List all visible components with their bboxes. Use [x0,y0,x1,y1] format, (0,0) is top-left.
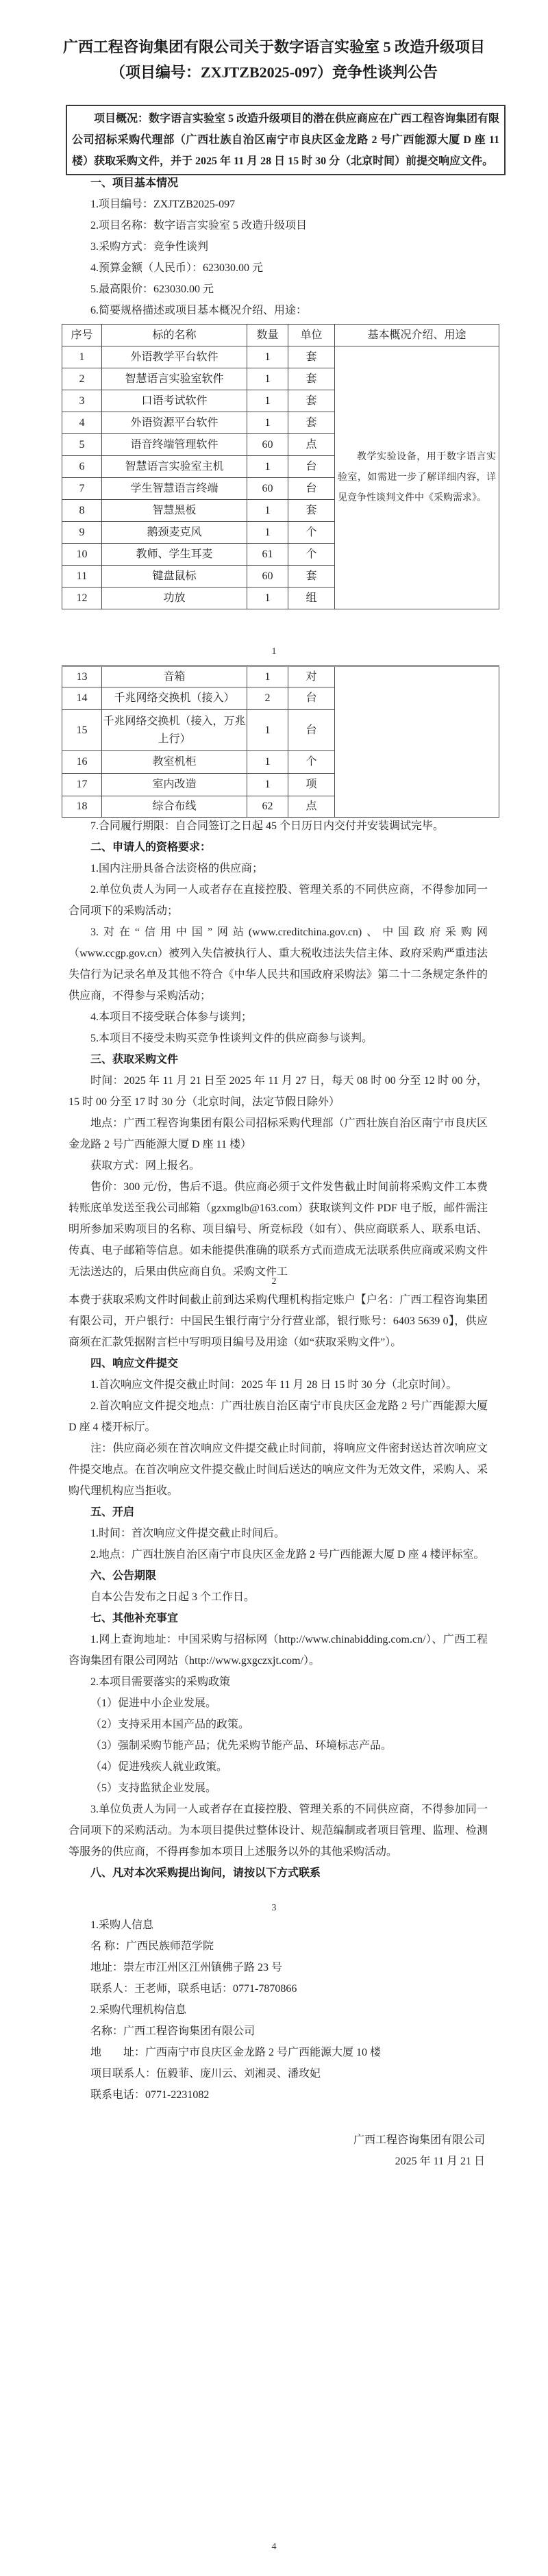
table-cell: 语音终端管理软件 [102,434,247,456]
paragraph: 1.国内注册具备合法资格的供应商； [90,863,264,874]
page1-body [68,173,488,321]
table-header-row [62,325,499,346]
goods-table-part2 [62,665,499,818]
section-heading-7: 七、其他补充事宜 [90,1613,179,1624]
table-cell: 点 [288,434,335,456]
section-heading-2: 二、申请人的资格要求： [90,842,212,853]
signature-block [307,2130,485,2172]
paragraph: 时间：2025 年 11 月 21 日至 2025 年 11 月 27 日，每天 08 时 00 分至 12 时 00 分，15 时 00 分至 17 时 30 分（北京时间，法定节假日除外） [68,1075,488,1108]
project-overview-box [66,105,506,175]
table-cell: 1 [247,666,288,687]
paragraph: （3）强制采购节能产品；优先采购节能产品、环境标志产品。 [90,1740,393,1752]
agency-name: 名称：广西工程咨询集团有限公司 [90,2025,256,2037]
table-cell: 1 [247,774,288,796]
column-header: 标的名称 [102,325,247,346]
table-cell: 6 [62,456,102,478]
table-cell: 60 [247,434,288,456]
table-cell: 9 [62,522,102,544]
table-cell: 1 [247,588,288,609]
section-heading-6: 六、公告期限 [90,1570,157,1582]
paragraph: 2.单位负责人为同一人或者存在直接控股、管理关系的不同供应商，不得参加同一合同项下的采购活动； [68,884,488,917]
table-cell: 3 [62,390,102,412]
purchaser-name: 名 称：广西民族师范学院 [90,1941,214,1952]
agency-address: 地 址：广西南宁市良庆区金龙路 2 号广西能源大厦 10 楼 [90,2047,382,2058]
table-cell: 60 [247,478,288,500]
table-cell: 个 [288,522,335,544]
table-cell: 套 [288,346,335,368]
paragraph: 4.本项目不接受联合体参与谈判； [90,1011,253,1023]
table-cell: 项 [288,774,335,796]
table-cell: 外语资源平台软件 [102,412,247,434]
table-cell: 62 [247,796,288,818]
signature-date: 2025 年 11 月 21 日 [395,2156,485,2167]
table-cell: 1 [247,751,288,774]
column-header: 基本概况介绍、用途 [335,325,499,346]
table-cell: 11 [62,566,102,588]
table-cell: 套 [288,566,335,588]
table-cell: 智慧语言实验室主机 [102,456,247,478]
table-row [62,346,499,368]
table-cell: 5 [62,434,102,456]
section-heading-1: 一、项目基本情况 [90,177,179,189]
table-cell: 1 [247,368,288,390]
table-cell: 台 [288,710,335,751]
table-cell: 1 [247,390,288,412]
table-cell: 台 [288,687,335,710]
paragraph: 1.网上查询地址：中国采购与招标网（http://www.chinabidding.com.cn/）、广西工程咨询集团有限公司网站（http://www.gxgczxjt.com/）。 [68,1634,488,1667]
paragraph: 售价：300 元/份，售后不退。供应商必须于文件发售截止时间前将采购文件工本费转账底单发送至我公司邮箱（gzxmglb@163.com）获取谈判文件 PDF 电子版，邮件需注明所参加采购项目的名称、项目编号、所竞标段（如有）、供应商联系人、联系电话、传真、电子邮箱等信息。如未能提供准确的联系方式而造成无法联系供应商或采购文件无法送达的，后果由供应商自负。采购文件工 [68,1181,488,1278]
table-cell: 功放 [102,588,247,609]
paragraph: 2.项目名称：数字语言实验室 5 改造升级项目 [90,220,308,231]
table-cell: 个 [288,544,335,566]
page-number-3: 3 [271,1903,277,1913]
usage-merged-cell-empty [335,666,499,818]
page3-body [68,1289,488,1884]
usage-merged-cell [335,346,499,609]
table-cell: 15 [62,710,102,751]
paragraph: （2）支持采用本国产品的政策。 [90,1719,250,1730]
signature-company: 广西工程咨询集团有限公司 [353,2134,485,2146]
table-cell: 8 [62,500,102,522]
table-cell: 2 [62,368,102,390]
table-cell: 键盘鼠标 [102,566,247,588]
purchaser-address: 地址：崇左市江州区江州镇佛子路 23 号 [90,1962,283,1973]
table-cell: 14 [62,687,102,710]
section-heading-4: 四、响应文件提交 [90,1358,179,1369]
agency-contacts: 项目联系人：伍毅菲、庞川云、刘湘灵、潘玫妃 [90,2068,321,2080]
purchaser-contact: 联系人：王老师，联系电话：0771-7870866 [90,1983,297,1995]
table-row [62,666,499,687]
table-cell: 教师、学生耳麦 [102,544,247,566]
table-cell: 1 [247,346,288,368]
table-cell: 18 [62,796,102,818]
table-cell: 口语考试软件 [102,390,247,412]
page-number-2: 2 [271,1276,277,1287]
agency-info-heading: 2.采购代理机构信息 [90,2004,187,2016]
section-heading-3: 三、获取采购文件 [90,1054,179,1065]
paragraph: 5.最高限价：623030.00 元 [90,283,214,295]
paragraph: 4.预算金额（人民币）：623030.00 元 [90,262,264,274]
table-cell: 组 [288,588,335,609]
table-cell: 2 [247,687,288,710]
paragraph: 7.合同履行期限：自合同签订之日起 45 个日历日内交付并安装调试完毕。 [90,820,445,832]
table-cell: 套 [288,500,335,522]
paragraph: 地点：广西工程咨询集团有限公司招标采购代理部（广西壮族自治区南宁市良庆区金龙路 2 号广西能源大厦 D 座 11 楼） [68,1117,488,1150]
table-cell: 12 [62,588,102,609]
page-number-4: 4 [271,2542,277,2552]
goods-table-part1 [62,324,499,609]
paragraph: 3.采购方式：竞争性谈判 [90,241,209,253]
document-title [41,34,507,85]
table-cell: 外语教学平台软件 [102,346,247,368]
paragraph: 2.本项目需要落实的采购政策 [90,1676,231,1688]
column-header: 单位 [288,325,335,346]
table-cell: 个 [288,751,335,774]
goods-usage-note: 教学实验设备，用于数字语言实验室，如需进一步了解详细内容，详见竞争性谈判文件中《采购需求》。 [338,451,496,503]
paragraph: 获取方式：网上报名。 [90,1160,201,1172]
table-cell: 台 [288,456,335,478]
section-heading-8: 八、凡对本次采购提出询问，请按以下方式联系 [90,1867,321,1879]
paragraph: （5）支持监狱企业发展。 [90,1782,217,1794]
paragraph: 注：供应商必须在首次响应文件提交截止时间前，将响应文件密封送达首次响应文件提交地点。在首次响应文件提交截止时间后送达的响应文件为无效文件，采购人、采购代理机构应当拒收。 [68,1443,488,1497]
table-cell: 1 [247,456,288,478]
document-title-line1: 广西工程咨询集团有限公司关于数字语言实验室 5 改造升级项目 [62,38,485,55]
paragraph: 5.本项目不接受未购买竞争性谈判文件的供应商参与谈判。 [90,1033,373,1044]
paragraph: 自本公告发布之日起 3 个工作日。 [90,1591,256,1603]
table-cell: 台 [288,478,335,500]
table-cell: 综合布线 [102,796,247,818]
table-cell: 10 [62,544,102,566]
table-cell: 60 [247,566,288,588]
table-cell: 千兆网络交换机（接入，万兆上行） [102,710,247,751]
table-cell: 1 [247,500,288,522]
purchaser-info-heading: 1.采购人信息 [90,1919,154,1931]
table-cell: 智慧黑板 [102,500,247,522]
table-cell: 4 [62,412,102,434]
table-cell: 套 [288,368,335,390]
table-cell: 1 [247,522,288,544]
paragraph: 1.首次响应文件提交截止时间：2025 年 11 月 28 日 15 时 30 分（北京时间）。 [90,1379,458,1391]
table-cell: 17 [62,774,102,796]
table-cell: 学生智慧语言终端 [102,478,247,500]
table-cell: 16 [62,751,102,774]
table-cell: 室内改造 [102,774,247,796]
paragraph: 本费于获取采购文件时间截止前到达采购代理机构指定账户【户名：广西工程咨询集团有限公司，开户银行：中国民生银行南宁分行营业部，银行账号：6403 5639 0】，供应商须在汇款凭据附言栏中写明项目编号及用途（如“获取采购文件”）。 [68,1294,488,1348]
table-cell: 1 [247,412,288,434]
table-cell: 13 [62,666,102,687]
paragraph: 1.项目编号：ZXJTZB2025-097 [90,199,236,210]
table-cell: 千兆网络交换机（接入） [102,687,247,710]
table-cell: 套 [288,412,335,434]
agency-phone: 联系电话：0771-2231082 [90,2089,210,2101]
table-cell: 教室机柜 [102,751,247,774]
table-cell: 1 [247,710,288,751]
table-cell: 61 [247,544,288,566]
table-cell: 1 [62,346,102,368]
paragraph: 3.对在“信用中国”网站(www.creditchina.gov.cn)、中国政府采购网（www.ccgp.gov.cn）被列入失信被执行人、重大税收违法失信主体、政府采购严重违法失信行为记录名单及其他不符合《中华人民共和国政府采购法》第二十二条规定条件的供应商，不得参与采购活动； [68,926,488,1002]
paragraph: 6.简要规格描述或项目基本概况介绍、用途： [90,305,308,316]
column-header: 数量 [247,325,288,346]
page4-body [68,1915,488,2106]
document-title-line2: （项目编号：ZXJTZB2025-097）竞争性谈判公告 [110,64,438,81]
page2-body [68,816,488,1283]
table-cell: 7 [62,478,102,500]
paragraph: 3.单位负责人为同一人或者存在直接控股、管理关系的不同供应商，不得参加同一合同项下的采购活动。为本项目提供过整体设计、规范编制或者项目管理、监理、检测等服务的供应商，不得再参加本项目上述服务以外的其他采购活动。 [68,1804,488,1858]
page-number-1: 1 [271,646,277,657]
table-cell: 鹅颈麦克风 [102,522,247,544]
column-header: 序号 [62,325,102,346]
paragraph: 2.地点：广西壮族自治区南宁市良庆区金龙路 2 号广西能源大厦 D 座 4 楼评标室。 [90,1549,485,1561]
section-heading-5: 五、开启 [90,1506,135,1518]
paragraph: （4）促进残疾人就业政策。 [90,1761,228,1773]
paragraph: 1.时间：首次响应文件提交截止时间后。 [90,1528,286,1539]
table-cell: 点 [288,796,335,818]
paragraph: （1）促进中小企业发展。 [90,1697,217,1709]
table-cell: 智慧语言实验室软件 [102,368,247,390]
paragraph: 2.首次响应文件提交地点：广西壮族自治区南宁市良庆区金龙路 2 号广西能源大厦 D 座 4 楼开标厅。 [68,1400,488,1433]
project-overview-text: 项目概况：数字语言实验室 5 改造升级项目的潜在供应商应在广西工程咨询集团有限公司招标采购代理部（广西壮族自治区南宁市良庆区金龙路 2 号广西能源大厦 D 座 11 楼）获取采购文件，并于 2025 年 11 月 28 日 15 时 30 分（北京时间）前提交响应文件。 [72,113,500,167]
table-cell: 音箱 [102,666,247,687]
table-cell: 套 [288,390,335,412]
table-cell: 对 [288,666,335,687]
